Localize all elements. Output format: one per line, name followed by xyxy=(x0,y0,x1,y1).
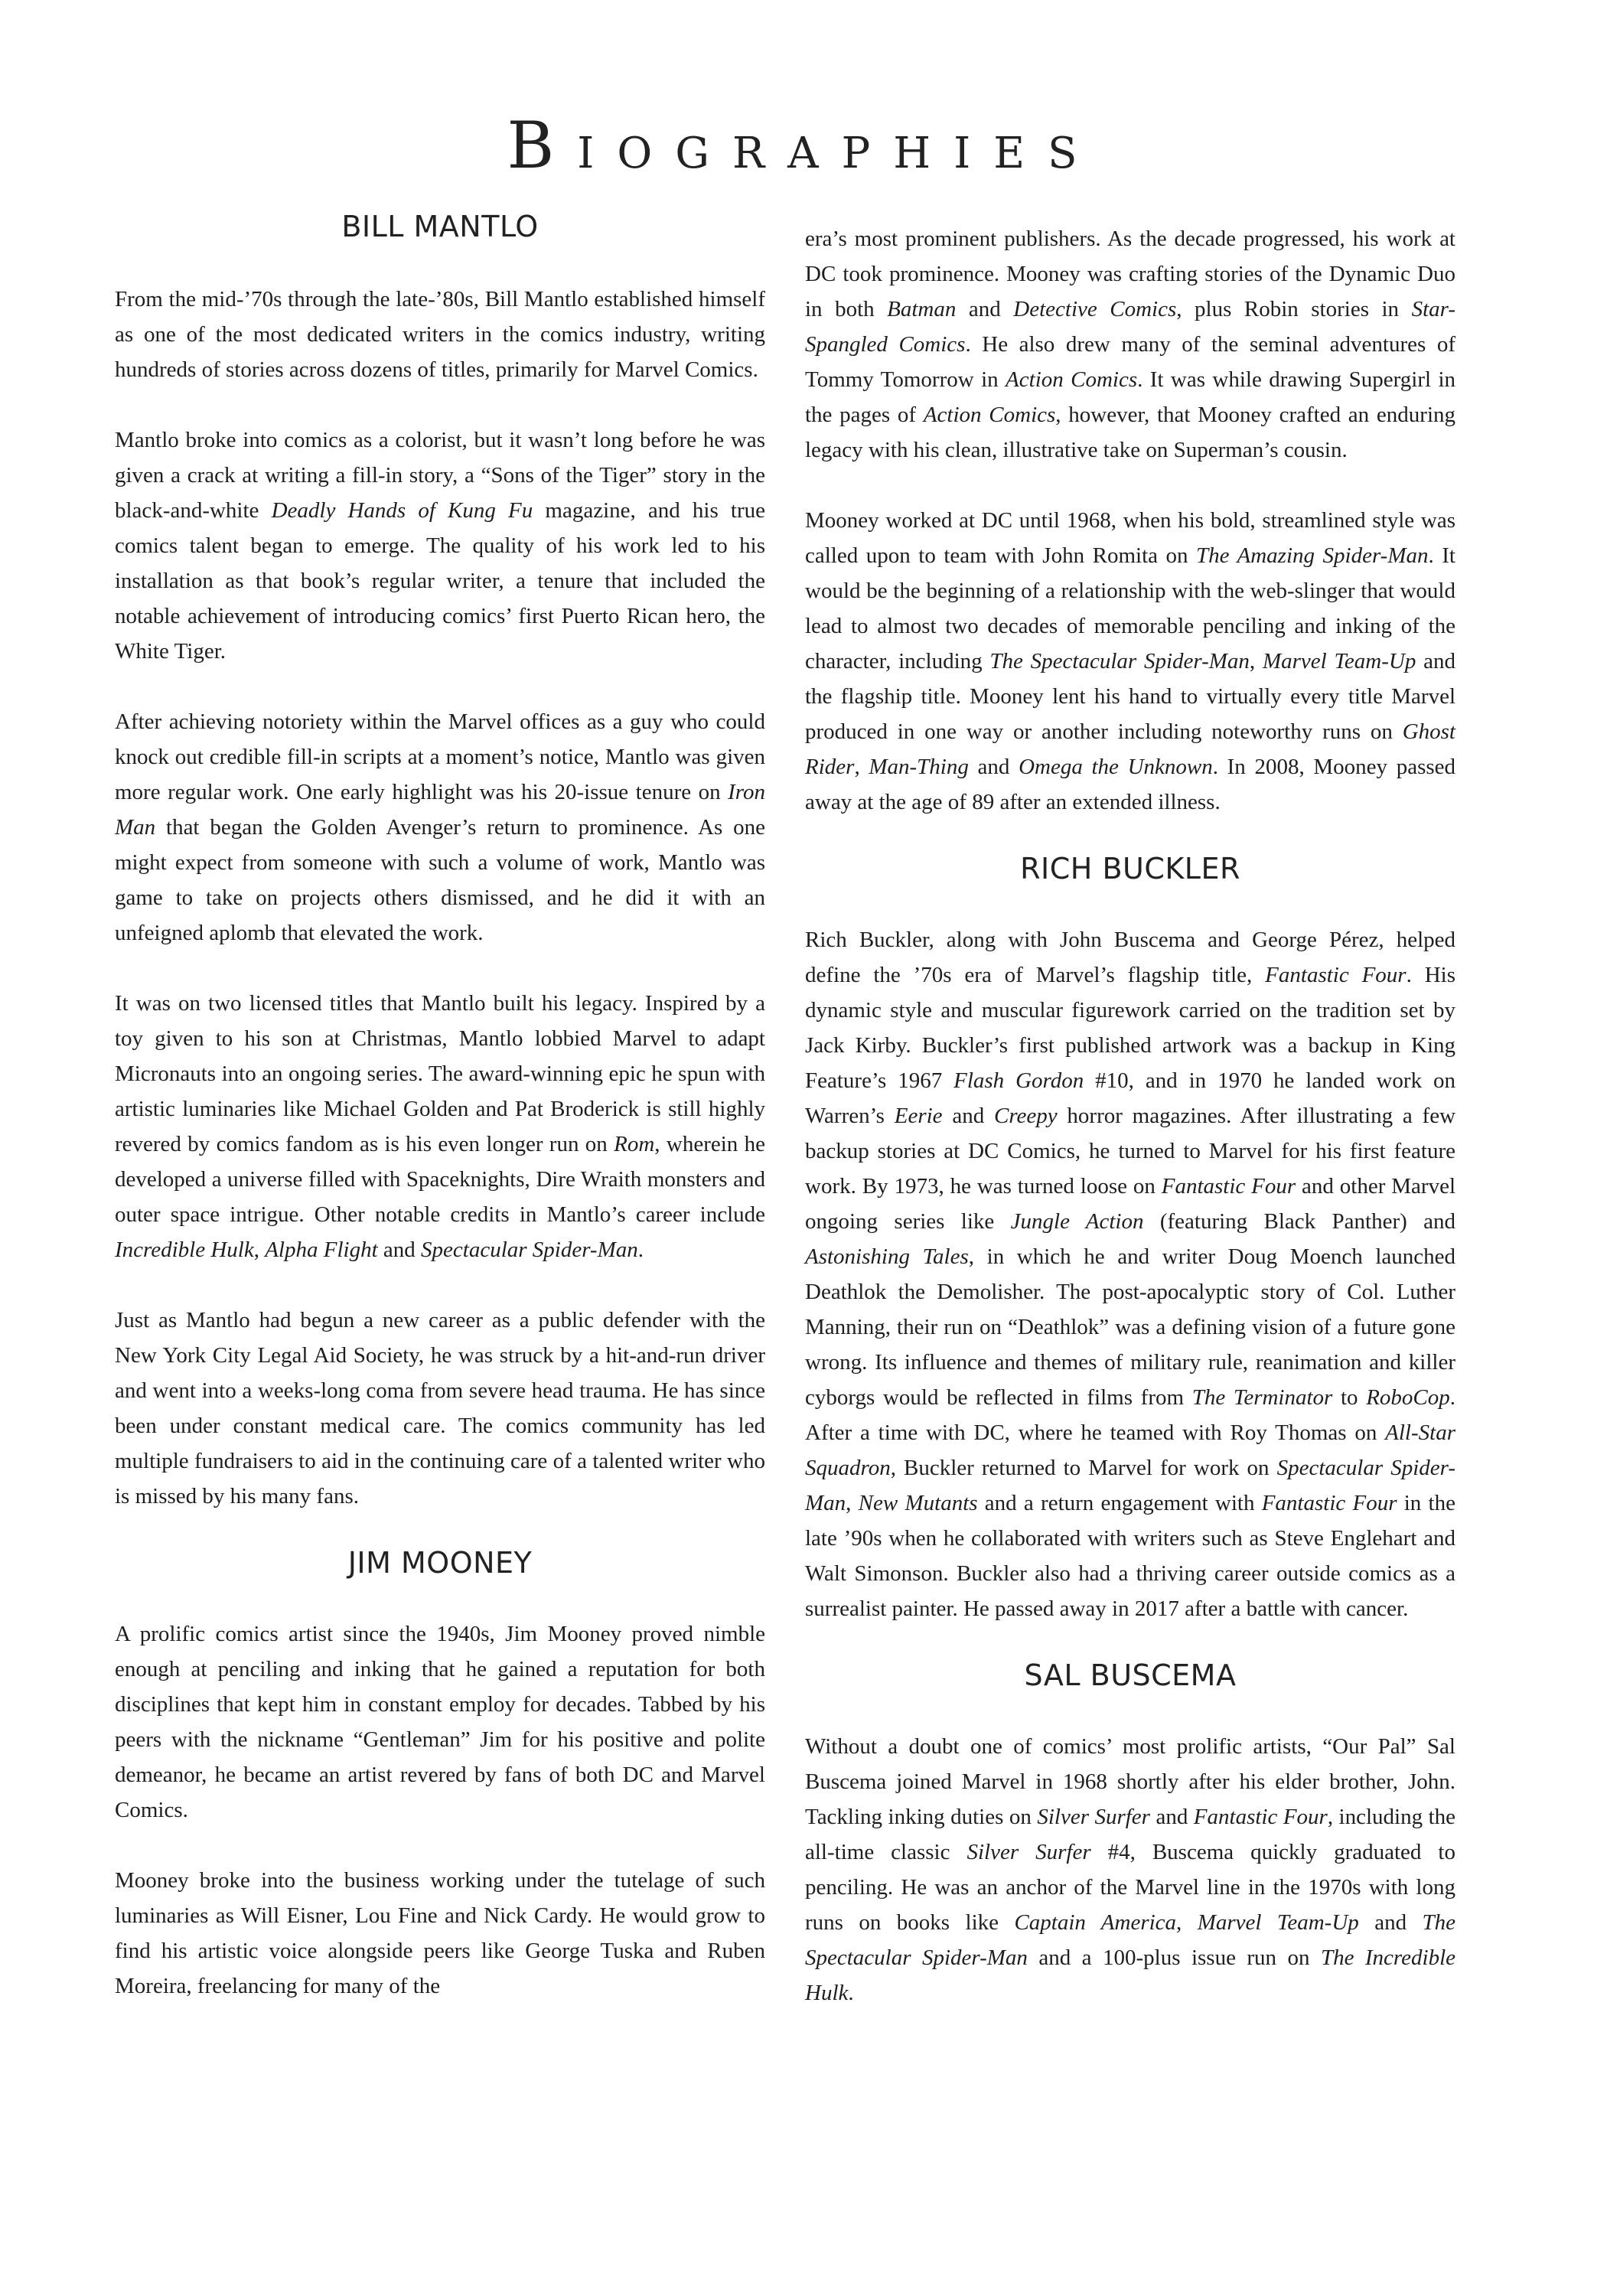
mooney-paragraph-2-continued: era’s most prominent publishers. As the decade progressed, his work at DC took prominence. Mooney was crafting stories of the Dynamic Duo in both Batman and Detective Comics, plus Robin stories in Star-Spangled Comics. He also drew many of the seminal adventures of Tommy Tomorrow in Action Comics. It was while drawing Supergirl in the pages of Action Comics, however, that Mooney crafted an enduring legacy with his clean, illustrative take on Superman’s cousin. xyxy=(805,227,1456,462)
buscema-paragraph-1: Without a doubt one of comics’ most prolific artists, “Our Pal” Sal Buscema joined Marvel in 1968 shortly after his elder brother, John. Tackling inking duties on Silver Surfer and Fantastic Four, including the all-time classic Silver Surfer #4, Buscema quickly graduated to penciling. He was an anchor of the Marvel line in the 1970s with long runs on books like Captain America, Marvel Team-Up and The Spectacular Spider-Man and a 100-plus issue run on The Incredible Hulk. xyxy=(805,1734,1456,2005)
left-column xyxy=(115,208,765,2004)
title-reference: Action Comics xyxy=(1006,367,1138,392)
title-reference: Rom xyxy=(614,1132,655,1156)
mantlo-paragraph-4: It was on two licensed titles that Mantlo built his legacy. Inspired by a toy given to his son at Christmas, Mantlo lobbied Marvel to adapt Micronauts into an ongoing series. The award-winning epic he spun with artistic luminaries like Michael Golden and Pat Broderick is still highly revered by comics fandom as is his even longer run on Rom, wherein he developed a universe filled with Spaceknights, Dire Wraith monsters and outer space intrigue. Other notable credits in Mantlo’s career include Incredible Hulk, Alpha Flight and Spectacular Spider-Man. xyxy=(115,991,765,1262)
title-reference: Fantastic Four xyxy=(1161,1174,1296,1199)
title-reference: Astonishing Tales xyxy=(805,1244,969,1269)
title-reference: Flash Gordon xyxy=(953,1068,1084,1093)
title-reference: The Terminator xyxy=(1191,1385,1333,1410)
mantlo-paragraph-5: Just as Mantlo had begun a new career as a public defender with the New York City Legal Aid Society, he was struck by a hit-and-run driver and went into a weeks-long coma from severe head trauma. He has since been under constant medical care. The comics community has led multiple fundraisers to aid in the continuing care of a talented writer who is missed by his many fans. xyxy=(115,1308,765,1508)
title-reference: Batman xyxy=(887,297,957,321)
title-reference: Marvel Team-Up xyxy=(1197,1910,1359,1935)
section-heading-mantlo: BILL MANTLO xyxy=(341,210,539,243)
title-reference: Fantastic Four xyxy=(1261,1491,1397,1515)
title-reference: RoboCop xyxy=(1366,1385,1450,1410)
title-reference: Creepy xyxy=(993,1104,1058,1128)
title-reference: Action Comics xyxy=(923,403,1056,427)
title-reference: Detective Comics xyxy=(1013,297,1177,321)
title-reference: Spectacular Spider-Man xyxy=(421,1238,638,1262)
mantlo-paragraph-3: After achieving notoriety within the Marvel offices as a guy who could knock out credible fill-in scripts at a moment’s notice, Mantlo was given more regular work. One early highlight was his 20-issue tenure on Iron Man that began the Golden Avenger’s return to prominence. As one might expect from someone with such a volume of work, Mantlo was game to take on projects others dismissed, and he did it with an unfeigned aplomb that elevated the work. xyxy=(115,709,765,945)
title-reference: Iron Man xyxy=(115,780,765,840)
title-reference: The Amazing Spider-Man xyxy=(1196,543,1429,568)
title-reference: Jungle Action xyxy=(1010,1209,1144,1234)
title-reference: Marvel Team-Up xyxy=(1262,649,1416,673)
title-reference: Eerie xyxy=(894,1104,943,1128)
section-heading-mooney: JIM MOONEY xyxy=(347,1546,533,1580)
title-reference: Silver Surfer xyxy=(1037,1805,1150,1829)
title-reference: The Spectacular Spider-Man xyxy=(805,1910,1456,1970)
title-reference: Captain America xyxy=(1014,1910,1177,1935)
mantlo-paragraph-1: From the mid-’70s through the late-’80s, Bill Mantlo established himself as one of the most dedicated writers in the comics industry, writing hundreds of stories across dozens of titles, primarily for Marvel Comics. xyxy=(115,287,765,382)
mantlo-paragraph-2: Mantlo broke into comics as a colorist, but it wasn’t long before he was given a crack at writing a fill-in story, a “Sons of the Tiger” story in the black-and-white Deadly Hands of Kung Fu magazine, and his true comics talent began to emerge. The quality of his work led to his installation as that book’s regular writer, a tenure that included the notable achievement of introducing comics’ first Puerto Rican hero, the White Tiger. xyxy=(115,428,766,664)
buckler-paragraph-1: Rich Buckler, along with John Buscema and George Pérez, helped define the ’70s era of Marvel’s flagship title, Fantastic Four. His dynamic style and muscular figurework carried on the tradition set by Jack Kirby. Buckler’s first published artwork was a backup in King Feature’s 1967 Flash Gordon #10, and in 1970 he landed work on Warren’s Eerie and Creepy horror magazines. After illustrating a few backup stories at DC Comics, he turned to Marvel for his first feature work. By 1973, he was turned loose on Fantastic Four and other Marvel ongoing series like Jungle Action (featuring Black Panther) and Astonishing Tales, in which he and writer Doug Moench launched Deathlok the Demolisher. The post-apocalyptic story of Col. Luther Manning, their run on “Deathlok” was a defining vision of a future gone wrong. Its influence and themes of military rule, reanimation and killer cyborgs would be reflected in films from The Terminator to RoboCop. After a time with DC, where he teamed with Roy Thomas on All-Star Squadron, Buckler returned to Marvel for work on Spectacular Spider-Man, New Mutants and a return engagement with Fantastic Four in the late ’90s when he collaborated with writers such as Steve Englehart and Walt Simonson. Buckler also had a thriving career outside comics as a surrealist painter. He passed away in 2017 after a battle with cancer. xyxy=(805,928,1456,1621)
title-reference: New Mutants xyxy=(858,1491,978,1515)
page-title: BIOGRAPHIES xyxy=(507,108,1100,183)
title-reference: Silver Surfer xyxy=(966,1840,1091,1864)
title-reference: Man-Thing xyxy=(869,755,969,779)
title-reference: Fantastic Four xyxy=(1193,1805,1328,1829)
title-reference: Spectacular Spider-Man xyxy=(805,1456,1455,1515)
title-reference: Fantastic Four xyxy=(1265,963,1407,987)
title-reference: All-Star Squadron xyxy=(805,1420,1455,1480)
mooney-paragraph-2-start: Mooney broke into the business working under the tutelage of such luminaries as Will Eisner, Lou Fine and Nick Cardy. He would grow to find his artistic voice alongside peers like George Tuska and Ruben Moreira, freelancing for many of the xyxy=(115,1868,765,1998)
title-reference: Star-Spangled Comics xyxy=(805,297,1455,357)
title-reference: Incredible Hulk xyxy=(115,1238,254,1262)
title-reference: Omega the Unknown xyxy=(1019,755,1213,779)
page-title-initial: B xyxy=(507,108,578,183)
section-heading-buckler: RICH BUCKLER xyxy=(1020,852,1240,885)
title-reference: Alpha Flight xyxy=(265,1238,378,1262)
mooney-paragraph-3: Mooney worked at DC until 1968, when his bold, streamlined style was called upon to team with John Romita on The Amazing Spider-Man. It would be the beginning of a relationship with the web-slinger that would lead to almost two decades of memorable penciling and inking of the character, including The Spectacular Spider-Man, Marvel Team-Up and the flagship title. Mooney lent his hand to virtually every title Marvel produced in one way or another including noteworthy runs on Ghost Rider, Man-Thing and Omega the Unknown. In 2008, Mooney passed away at the age of 89 after an extended illness. xyxy=(805,508,1456,814)
title-reference: The Spectacular Spider-Man xyxy=(989,649,1250,673)
mooney-paragraph-1: A prolific comics artist since the 1940s, Jim Mooney proved nimble enough at penciling and inking that he gained a reputation for both disciplines that kept him in constant employ for decades. Tabbed by his peers with the nickname “Gentleman” Jim for his positive and polite demeanor, he became an artist revered by fans of both DC and Marvel Comics. xyxy=(115,1622,765,1822)
right-column xyxy=(805,221,1455,2011)
title-reference: Ghost Rider xyxy=(805,719,1455,779)
title-reference: Deadly Hands of Kung Fu xyxy=(271,498,533,523)
title-reference: The Incredible Hulk xyxy=(805,1945,1455,2005)
section-heading-buscema: SAL BUSCEMA xyxy=(1024,1658,1237,1692)
